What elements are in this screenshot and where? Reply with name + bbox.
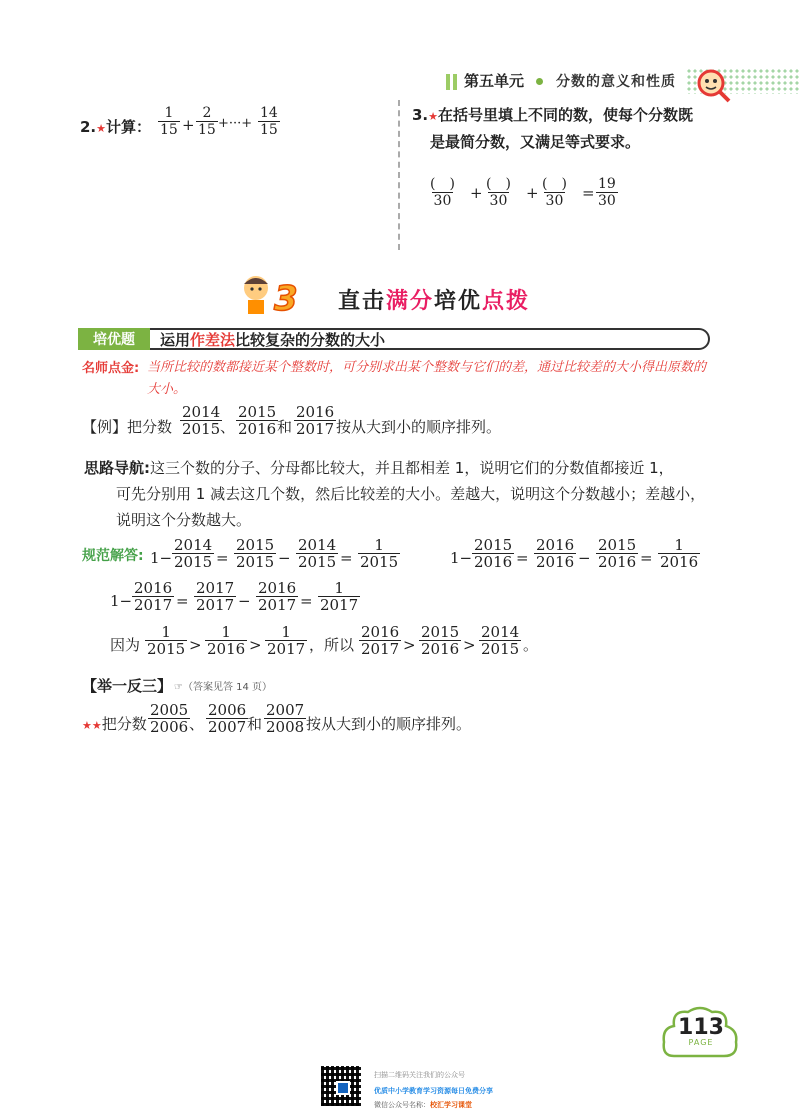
period: 。 bbox=[523, 636, 539, 654]
topic-tag: 培优题 bbox=[78, 328, 150, 350]
operator: +···+ bbox=[218, 116, 253, 131]
operator: − bbox=[578, 549, 591, 567]
fraction: $\frac{2016}{2017}$ bbox=[296, 403, 335, 438]
operator: = bbox=[300, 592, 313, 610]
operator: 1− bbox=[110, 592, 133, 610]
fraction: $\frac{1}{2017}$ bbox=[320, 579, 359, 614]
practice-tail: 按从大到小的顺序排列。 bbox=[306, 715, 472, 733]
so-text: ，所以 bbox=[309, 636, 355, 654]
fraction-blank: ( ) 30 bbox=[430, 176, 455, 209]
topic-title: 运用作差法比较复杂的分数的大小 bbox=[160, 331, 386, 349]
header-accent-bar bbox=[446, 74, 450, 90]
operator: + bbox=[526, 184, 539, 202]
fraction: $\frac{2015}{2016}$ bbox=[598, 536, 637, 571]
fraction: $\frac{2}{15}$ bbox=[198, 105, 216, 138]
fraction: $\frac{14}{15}$ bbox=[260, 105, 278, 138]
solution-label: 规范解答: bbox=[82, 548, 144, 564]
operator: = bbox=[640, 549, 653, 567]
fraction: $\frac{19}{30}$ bbox=[598, 176, 616, 209]
operator: > bbox=[249, 636, 262, 654]
header-accent-bar bbox=[453, 74, 457, 90]
q3-line1: 3.★在括号里填上不同的数，使每个分数既 bbox=[412, 106, 694, 124]
operator: = bbox=[582, 184, 595, 202]
separator: 、 bbox=[189, 715, 205, 733]
operator: 1− bbox=[450, 549, 473, 567]
page-word: PAGE bbox=[688, 1038, 714, 1047]
operator: = bbox=[216, 549, 229, 567]
fraction: $\frac{2016}{2017}$ bbox=[361, 623, 400, 658]
fraction: $\frac{2015}{2016}$ bbox=[238, 403, 277, 438]
conjunction: 和 bbox=[247, 715, 263, 733]
example-tail: 按从大到小的顺序排列。 bbox=[336, 418, 502, 436]
fraction: $\frac{2015}{2015}$ bbox=[236, 536, 275, 571]
page-number: 113 bbox=[678, 1015, 724, 1040]
operator: > bbox=[189, 636, 202, 654]
fraction: $\frac{2016}{2017}$ bbox=[258, 579, 297, 614]
fraction: $\frac{2014}{2015}$ bbox=[481, 623, 520, 658]
unit-title: 第五单元 bbox=[464, 72, 525, 90]
operator: 1− bbox=[150, 549, 173, 567]
practice-label: 【举一反三】 bbox=[82, 677, 173, 695]
footer-line1: 扫描二维码关注我们的公众号 bbox=[374, 1071, 465, 1079]
operator: = bbox=[176, 592, 189, 610]
operator: + bbox=[182, 116, 195, 134]
practice-lead: ★★把分数 bbox=[82, 715, 147, 733]
fraction: $\frac{2016}{2016}$ bbox=[536, 536, 575, 571]
fraction: $\frac{2015}{2016}$ bbox=[421, 623, 460, 658]
star-icon: ★ bbox=[428, 110, 439, 123]
answer-reference: ☞（答案见答 14 页） bbox=[174, 682, 273, 693]
fraction: $\frac{2006}{2007}$ bbox=[208, 701, 247, 736]
q3-line2: 是最简分数，又满足等式要求。 bbox=[430, 133, 641, 151]
fraction: $\frac{2014}{2015}$ bbox=[182, 403, 221, 438]
fraction-blank: ( ) 30 bbox=[542, 176, 567, 209]
operator: > bbox=[403, 636, 416, 654]
fraction: $\frac{1}{2016}$ bbox=[660, 536, 699, 571]
fraction: $\frac{1}{15}$ bbox=[160, 105, 178, 138]
section-title: 直击满分培优点拨 bbox=[338, 289, 531, 314]
tip-text: 当所比较的数都接近某个整数时，可分别求出某个整数与它们的差，通过比较差的大小得出原数的大小。 bbox=[147, 360, 707, 397]
tip-label: 名师点金: bbox=[82, 361, 140, 376]
fraction: $\frac{1}{2015}$ bbox=[147, 623, 186, 658]
fraction: $\frac{2016}{2017}$ bbox=[134, 579, 173, 614]
star-icon: ★ bbox=[96, 122, 107, 135]
guide-block: 思路导航:这三个数的分子、分母都比较大，并且都相差 1，说明它们的分数值都接近 1， 可先分别用 1 减去这几个数，然后比较差的大小。差越大，说明这个分数越小；差越小， 说明这个分数越大。 bbox=[84, 459, 706, 529]
header-dot bbox=[536, 78, 543, 85]
unit-topic: 分数的意义和性质 bbox=[556, 74, 676, 90]
operator: − bbox=[278, 549, 291, 567]
fraction: $\frac{2017}{2017}$ bbox=[196, 579, 235, 614]
fraction-blank: ( ) 30 bbox=[486, 176, 511, 209]
qr-logo bbox=[336, 1081, 350, 1095]
fraction: $\frac{1}{2017}$ bbox=[267, 623, 306, 658]
fraction: $\frac{2015}{2016}$ bbox=[474, 536, 513, 571]
fraction: $\frac{1}{2015}$ bbox=[360, 536, 399, 571]
column-divider bbox=[398, 100, 400, 250]
operator: = bbox=[340, 549, 353, 567]
example-label: 【例】把分数 bbox=[82, 418, 173, 436]
fraction: $\frac{2014}{2015}$ bbox=[298, 536, 337, 571]
q2-number: 2.★计算： bbox=[80, 118, 152, 136]
fraction: $\frac{2005}{2006}$ bbox=[150, 701, 189, 736]
operator: − bbox=[238, 592, 251, 610]
conjunction: 和 bbox=[277, 418, 293, 436]
because-text: 因为 bbox=[110, 636, 141, 654]
operator: + bbox=[470, 184, 483, 202]
footer-line2: 优质中小学教育学习资源每日免费分享 bbox=[374, 1087, 493, 1095]
fraction: $\frac{1}{2016}$ bbox=[207, 623, 246, 658]
fraction: $\frac{2007}{2008}$ bbox=[266, 701, 305, 736]
separator: 、 bbox=[220, 418, 236, 436]
mascot-magnifier-icon bbox=[694, 66, 732, 104]
fraction: $\frac{2014}{2015}$ bbox=[174, 536, 213, 571]
mascot-boy-icon bbox=[238, 270, 298, 320]
svg-text:3: 3 bbox=[274, 279, 298, 319]
operator: > bbox=[463, 636, 476, 654]
footer-line3: 微信公众号名称：校汇学习课堂 bbox=[374, 1101, 472, 1109]
operator: = bbox=[516, 549, 529, 567]
star-icon: ★★ bbox=[82, 719, 102, 732]
